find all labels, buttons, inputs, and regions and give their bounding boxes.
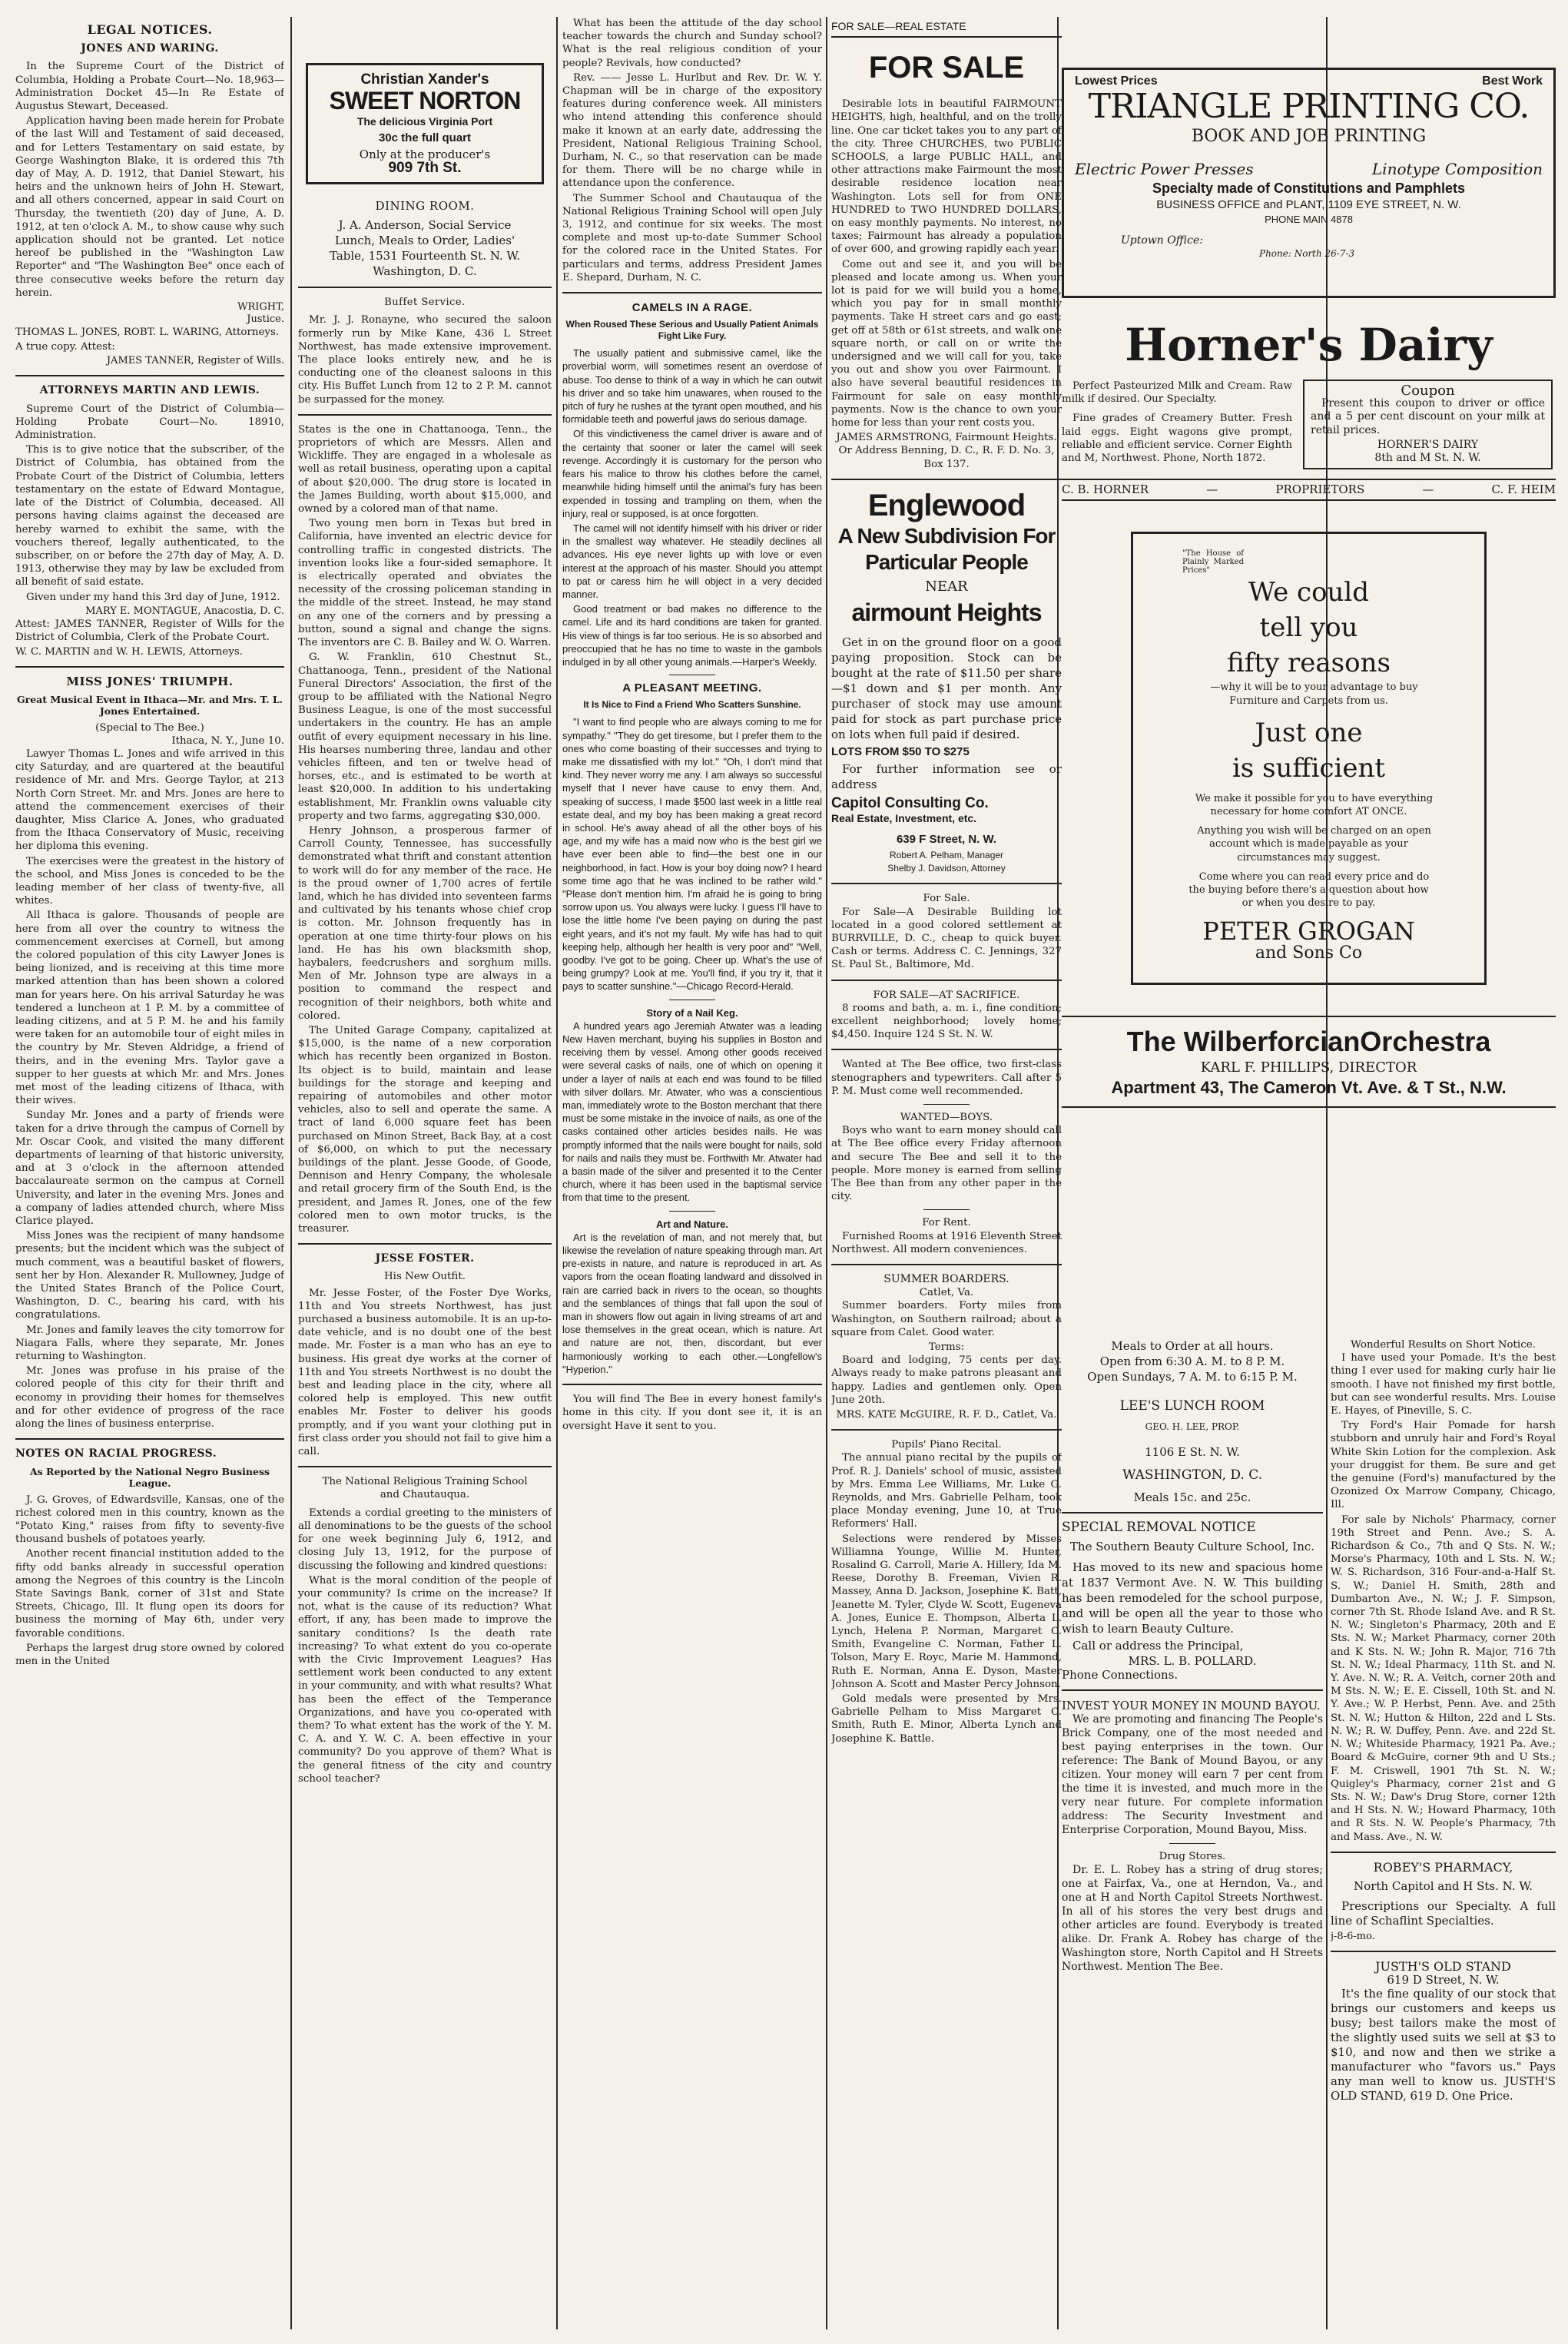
divider [1331, 1951, 1556, 1952]
divider [298, 414, 552, 416]
divider [831, 36, 1062, 38]
xander-address: 909 7th St. [388, 159, 462, 176]
divider [15, 1438, 284, 1440]
nail-title: Story of a Nail Keg. [646, 1006, 738, 1019]
coupon-name: HORNER'S DAIRY [1377, 438, 1479, 451]
triumph-paragraph: Lawyer Thomas L. Jones and wife arrived in this city Saturday, and are quartered at the beautiful residence of Mr. and Mrs. George Taylor, at 213 North Corn Street. Mr. and Mrs. Jones are here to attend the commencement exercises of their daughter, Miss Clarice A. Jones, who graduated from the Ithaca Conservatory of Music, receiving her diploma this evening. [15, 748, 284, 853]
orchestra-address: Apartment 43, The Cameron Vt. Ave. & T St., N.W. [1111, 1078, 1507, 1098]
case2-intro: Supreme Court of the District of Columbia—Holding Probate Court—No. 18910, Administration. [15, 403, 284, 442]
lunch-price: Meals 15c. and 25c. [1133, 1490, 1251, 1504]
wanted-stenographers: Wanted at The Bee office, two first-class stenographers and typewriters. Call after 5 P. M. Must come well recommended. [831, 1059, 1062, 1097]
states-paragraph: G. W. Franklin, 610 Chestnut St., Chattanooga, Tenn., president of the National Funeral Directors' Association, the first of the group to be affiliated with the National Negro Business League, is one of the most successful undertakers in the country. He has an ample outfit of every equipment necessary in his line. His hearses numbering three, landau and other vehicles fifteen, and ten or twelve head of horses, etc., and is estimated to be worth at least $20,000. In addition to his undertaking establishment, Mr. Franklin owns valuable city property and two farms, aggregating $30,000. [298, 651, 552, 822]
grogan-body: Come where you can read every price and do the buying before there's a question about how or when you desire to pay. [1188, 870, 1430, 910]
englewood-lots: LOTS FROM $50 TO $275 [831, 745, 970, 759]
racial-paragraph: Perhaps the largest drug store owned by colored men in the United [15, 1642, 284, 1667]
legal-notices-heading: LEGAL NOTICES. [87, 22, 213, 37]
triumph-special: (Special to The Bee.) [95, 721, 204, 734]
divider [831, 980, 1062, 981]
divider [831, 883, 1062, 884]
triangle-book: BOOK AND JOB PRINTING [1191, 127, 1427, 147]
results-body: For sale by Nichols' Pharmacy, corner 19th Street and Penn. Ave.; S. A. Richardson & Co., 7th and Q Sts. N. W.; Morse's Pharmacy, 10th and L Sts. N. W.; W. S. Richardson, 316 Four-and-a-Half St. S. W.; Daniel H. Smith, 28th and Dumbarton Ave., N. W.; J. F. Simpson, corner 7th St. Rhode Island Ave. and R St. N. W.; Singleton's Pharmacy, 20th and E Sts. N. W.; Market Pharmacy, corner 20th and K Sts. N. W.; John R. Major, 716 7th St. N. W.; Ideal Pharmacy, 11th St. and N. Y. Ave. N. W.; R. A. Veitch, corner 20th and M Sts. N. W.; E. E. Cissell, 10th St. and N. Y. Ave.; W. P. Herbst, Penn. Ave. and 25th St. N. W.; Hutton & Hilton, 22d and L Sts. N. W.; R. W. Duffey, Penn. Ave. and 22d St. N. W.; Whiteside Pharmacy, 1921 Pa. Ave.; Board & McGuire, corner 9th and U Sts.; F. M. Criswell, 1901 7th St. N. W.; Quigley's Pharmacy, corner 21st and G Sts. N. W.; Daw's Drug Store, corner 12th and H Sts. N. W.; Howard Pharmacy, 10th and R Sts. N. W. People's Pharmacy, 7th and Mass. Ave., N. W. [1331, 1513, 1556, 1843]
racial-paragraph: J. G. Groves, of Edwardsville, Kansas, one of the richest colored men in this country, known as the "Potato King," raises from fifty to seventy-five thousand bushels of potatoes yearly. [15, 1494, 284, 1546]
case2-attest: Attest: JAMES TANNER, Register of Wills for the District of Columbia, Clerk of the Probate Court. [15, 618, 284, 643]
lunch-hours: Open from 6:30 A. M. to 8 P. M. [1099, 1354, 1285, 1368]
dining-title: DINING ROOM. [375, 199, 475, 214]
horner-coupon[interactable] [1303, 380, 1553, 469]
column-3 [562, 17, 822, 2329]
buffet-title: Buffet Service. [384, 297, 466, 309]
divider [562, 1384, 822, 1385]
nail-body: A hundred years ago Jeremiah Atwater was a leading New Haven merchant, buying his supplies in Boston and receiving them by vessel. Among other goods received were several casks of nails, one of which on opening it under a layer of nails at each end was found to be filled with silver dollars. Mr. Atwater, who was a conscientious man, immediately wrote to the Boston merchant that there must be some mistake in the invoice of nails, as one of the casks contained other articles besides nails. He was promptly informed that the nails were bought for nails, sold for nails and nails they must be. Forthwith Mr. Atwater had a basin made of the silver and presented it to the Center church, where it has been used in the baptismal service from that time to the present. [562, 1019, 822, 1204]
case2-title: ATTORNEYS MARTIN AND LEWIS. [39, 384, 260, 397]
wanted-boys-body: Boys who want to earn money should call at The Bee office every Friday afternoon and secure The Bee and sell it to the people. More money is earned from selling The Bee than from any other paper in the city. [831, 1125, 1062, 1203]
coupon-body: Present this coupon to driver or office and a 5 per cent discount on your milk at retail prices. [1311, 397, 1545, 436]
bee-note: You will find The Bee in every honest family's home in this city. If you dont see it, it is an oversight Have it sent to you. [562, 1394, 822, 1432]
xander-title: Christian Xander's [360, 71, 489, 88]
divider [669, 1211, 715, 1212]
coupon-title: Coupon [1401, 383, 1455, 399]
camels-paragraph: Good treatment or bad makes no difference to the camel. Life and its hard conditions are taken for granted. His view of things is far too serious. He is so absorbed and preoccupied that he has no time to waste in the gambols indulged in by all other young animals.—Harper's Weekly. [562, 603, 822, 668]
recital-body: The annual piano recital by the pupils of Prof. R. J. Daniels' school of music, assisted by Mrs. Emma Lee Williams, Mr. Luke G. Reynolds, and Mrs. Gabrielle Pelham, took place Monday evening, June 10, at True Reformers' Hall. [831, 1452, 1062, 1530]
boarders-place: Catlet, Va. [919, 1287, 974, 1299]
divider [15, 666, 284, 668]
removal-body: Has moved to its new and spacious home at 1837 Vermont Ave. N. W. This building has been remodeled for the school purpose, and will be open all the year to those who wish to learn Beauty Culture. [1062, 1560, 1323, 1636]
divider [1062, 1016, 1556, 1017]
column-rule [290, 17, 292, 2329]
xander-product: SWEET NORTON [329, 87, 521, 115]
case2-given: Given under my hand this 3rd day of June, 1912. [26, 591, 280, 603]
orchestra-director: KARL F. PHILLIPS, DIRECTOR [1200, 1059, 1417, 1076]
divider [831, 479, 1062, 480]
grogan-ad [1131, 532, 1487, 985]
states-paragraph: Henry Johnson, a prosperous farmer of Carroll County, Tennessee, has successfully demonstrated what thrift and constant attention to work will do for any member of the race. He is the proud owner of 1,700 acres of fertile land, which he has divided into seventeen farms and cultivated by his tenants whose chief crop is cotton. Mr. Johnson frequently has in operation at one time thirty-four plows on his land. He has his own blacksmith shop, haybalers, feedcrushers and sorghum mills. Men of Mr. Johnson type are always in a position to command the respect and recognition of their neighbors, both white and colored. [298, 824, 552, 1022]
justh-body: It's the fine quality of our stock that brings our customers and keeps us busy; best tailors make the most of the slightly used suits we sell at $3 to $10, and now and then we strike a manufacturer who "favors us." Pays any man well to know us. JUSTH'S OLD STAND, 619 D. One Price. [1331, 1986, 1556, 2103]
states-paragraph: States is the one in Chattanooga, Tenn., the proprietors of which are Messrs. Allen and Wickliffe. They are engaged in a wholesale as well as retail business, operating upon a capital of about $20,000. The drug store is located in the James Building, worth about $15,000, and owned by a colored man of that name. [298, 423, 552, 516]
horner-dash: — [1206, 482, 1218, 497]
triumph-subtitle: Great Musical Event in Ithaca—Mr. and Mrs. T. L. Jones Entertained. [16, 693, 283, 717]
triumph-paragraph: Mr. Jones was profuse in his praise of the colored people of this city for their thrift and economy in providing their homes for themselves and for other evidence of progress of the race along the lines of business enterprise. [15, 1365, 284, 1431]
recital-body: Gold medals were presented by Mrs. Gabrielle Pelham to Miss Margaret C. Smith, Ruth E. Minor, Alberta Lynch and Josephine K. Battle. [831, 1693, 1062, 1745]
for-sale-body: Come out and see it, and you will be pleased and locate among us. When your lot is paid for we will build you a home, which you pay for in small monthly payments. Take H street cars and go east; get off at 58th or 61st streets, and walk one square north, or call on or write the undersigned and we will call for you, take you out and show you over Fairmount. I also have several beautiful residences in Fairmount for sale on easy monthly payments. Now is the chance to own your home for less than your rent costs you. [831, 258, 1062, 429]
robey-address: North Capitol and H Sts. N. W. [1354, 1878, 1533, 1893]
divider [1169, 1843, 1215, 1844]
divider [1062, 1689, 1323, 1691]
grogan-line: is sufficient [1232, 752, 1386, 784]
dining-details: J. A. Anderson, Social Service Lunch, Meals to Order, Ladies' Table, 1531 Fourteenth St. N. W. Washington, D. C. [330, 218, 520, 279]
camels-title: CAMELS IN A RAGE. [632, 301, 753, 315]
justh-title: JUSTH'S OLD STAND [1375, 1959, 1511, 1974]
grogan-sons: and Sons Co [1255, 943, 1363, 963]
divider [1062, 1106, 1556, 1108]
divider [831, 1049, 1062, 1050]
case1-intro: In the Supreme Court of the District of Columbia, Holding a Probate Court—No. 18,963—Administration Docket 45—In Re Estate of Augustus Stewart, Deceased. [15, 61, 284, 113]
triumph-paragraph: Miss Jones was the recipient of many handsome presents; but the incident which was the subject of much comment, was a beautiful basket of flowers, sent her by Hon. Alexander R. Mullowney, Judge of the United States Branch of the Police Court, Washington, D. C., bearing his card, with his congratulations. [15, 1230, 284, 1321]
triangle-printing-ad [1062, 68, 1556, 298]
triangle-linotype: Linotype Composition [1371, 160, 1543, 179]
englewood-place: airmount Heights [851, 598, 1042, 627]
divider [923, 1104, 970, 1105]
divider [1062, 1512, 1323, 1513]
religious-body: Extends a cordial greeting to the ministers of all denominations to be the guests of the school for one week beginning July 6, 1912, and closing July 13, 1912, for the purpose of discussing the following and kindred questions: [298, 1507, 552, 1572]
meeting-body: "I want to find people who are always coming to me for sympathy." "They do get tiresome, but I prefer them to the ones who come boasting of their successes and trying to make me dissatisfied with my lot." "Oh, I don't mind that kind. They never worry me any. I am always so successful myself that I never have cause to envy them. And, speaking of success, I made $500 last week in a little real estate deal, and my boy has been making a great record in school. He's away ahead of all the other boys of his age, and my wife has a maid now who is the best girl we have ever been able to find—the best one in our neighborhood, in fact. How is your boy doing now? I heard some time ago that he was inclined to be rather wild." "Please don't mention him. I'm afraid he is going to bring sorrow upon us. You always were lucky. I guess I'll have to lose the little home I've been paying on during the past eight years, and it's not my fault. My wife has had to quit keeping help, although her health is very poor and" "Well, goodby. I've got to be going. Cheer up. What's the use of being grumpy? Look at me. You'll find, if you try it, that it pays to scatter sunshine."—Chicago Record-Herald. [562, 716, 822, 993]
lunch-address: 1106 E St. N. W. [1145, 1445, 1240, 1460]
drug-body: Dr. E. L. Robey has a string of drug stores; one at Fairfax, Va., one at Herndon, Va., and one at H and North Capitol Streets Northwest. In all of his stores the very best drugs and other articles are found. Everybody is treated alike. Dr. Frank A. Robey has charge of the Washington store, North Capitol and H Streets Northwest. Mention The Bee. [1062, 1864, 1323, 1974]
case2-body: This is to give notice that the subscriber, of the District of Columbia, has obtained from the Probate Court of the District of Columbia, letters testamentary on the estate of Edward Montague, late of the District of Columbia, deceased. All persons having claims against the deceased are hereby warned to exhibit the same, with the vouchers thereof, legally authenticated, to the subscriber, on or before the 27th day of May, A. D. 1913, otherwise they may by law be excluded from all benefit of said estate. [15, 444, 284, 588]
racial-progress-subtitle: As Reported by the National Negro Business League. [29, 1465, 270, 1489]
triangle-phone2: Phone: North 26-7-3 [1259, 247, 1355, 259]
meeting-title: A PLEASANT MEETING. [622, 681, 762, 695]
englewood-title: Englewood [867, 488, 1026, 522]
grogan-line: Just one [1255, 717, 1363, 748]
triumph-paragraph: The exercises were the greatest in the history of the school, and Miss Jones is conceded to be the leading member of her class of twenty-five, all whites. [15, 855, 284, 907]
horner-proprietors-label: PROPRIETORS [1275, 482, 1365, 497]
orchestra-title: The WilberforcianOrchestra [1126, 1026, 1491, 1058]
grogan-why: —why it will be to your advantage to buy Furniture and Carpets from us. [1210, 681, 1418, 707]
horner-proprietor: C. F. HEIM [1491, 482, 1556, 497]
states-paragraph: The United Garage Company, capitalized at $15,000, is the name of a new corporation which has recently been organized in Boston. Its object is to build, maintain and lease buildings for the storage and keeping and repairing of automobiles and other motor vehicles, also to sell and operate the same. A tract of land 6,000 square feet has been purchased on Minon Street, Back Bay, at a cost of $6,000, on which to put the necessary buildings of the plant. Jesse Goode, of Goode, Dennison and Henry Company, the wholesale and retail grocery firm of the South End, is the president, and James R. Jones, one of the few colored men to own motor trucks, is the treasurer. [298, 1024, 552, 1235]
divider [831, 1429, 1062, 1431]
englewood-company-sub: Real Estate, Investment, etc. [831, 811, 977, 824]
for-sale-header: FOR SALE—REAL ESTATE [831, 20, 966, 32]
englewood-company: Capitol Consulting Co. [831, 795, 989, 812]
horner-proprietors [1062, 479, 1556, 501]
horner-body: Fine grades of Creamery Butter. Fresh laid eggs. Eight wagons give prompt, reliable and efficient service. Corner Eighth and M, Northwest. Phone, North 1872. [1062, 413, 1292, 465]
lunch-city: WASHINGTON, D. C. [1122, 1467, 1263, 1483]
column-rule [556, 17, 558, 2329]
case1-title: JONES AND WARING. [81, 42, 219, 55]
foster-body: Mr. Jesse Foster, of the Foster Dye Works, 11th and You streets Northwest, has just purchased a business automobile. It is an up-to-date vehicle, and is no doubt one of the best made. Mr. Foster is a man who has an eye to business. His great dye works at the corner of 11th and You streets Northwest is no doubt the best and leading place in the city, where all colored help is employed. This new outfit enables Mr. Foster to deliver his goods promptly, and if you want your clothing put in first class order you should not fail to give him a call. [298, 1287, 552, 1458]
removal-phone: Phone Connections. [1062, 1667, 1178, 1682]
triangle-uptown: Uptown Office: [1121, 234, 1203, 247]
for-sale-title: FOR SALE [868, 51, 1025, 85]
column-6 [1331, 1338, 1556, 2329]
removal-name: MRS. L. B. POLLARD. [1128, 1654, 1257, 1669]
grogan-name: PETER GROGAN [1202, 917, 1415, 947]
for-sale-signature: JAMES ARMSTRONG, Fairmount Heights. Or Address Benning, D. C., R. F. D. No. 3, Box 137. [836, 432, 1057, 470]
englewood-body: Get in on the ground floor on a good paying proposition. Stock can be bought at the rate of $11.50 per share—$1 down and $1 per month. Any purchaser of stock may use amount paid for stock as part purchase price on lots when full paid if desired. [831, 635, 1062, 742]
states-paragraph: Two young men born in Texas but bred in California, have invented an electric device for controlling traffic in congested districts. The invention looks like a four-sided semaphore. It is electrically operated and obviates the necessity of the crossing policeman standing in the middle of the street. Instead, he may stand on any one of the corners and by pressing a button, sound a signal and change the signs. The inventors are C. B. Bailey and W. O. Warren. [298, 518, 552, 649]
horner-title: Horner's Dairy [1125, 319, 1493, 371]
invest-body: We are promoting and financing The People's Brick Company, one of the most needed and best paying enterprises in the town. Our reference: The Bank of Mound Bayou, or any citizen. Your money will earn 7 per cent from the time it is invested, and much more in the very near future. For complete information address: The Security Investment and Enterprise Corporation, Mound Bayou, Miss. [1062, 1712, 1323, 1836]
lunch-name: LEE'S LUNCH ROOM [1119, 1398, 1265, 1414]
boarders-title: SUMMER BOARDERS. [883, 1272, 1009, 1285]
religious-questions: What is the moral condition of the people of your community? Is crime on the increase? If not, what is the cause of its reduction? What effort, if any, has been made to improve the sanitary conditions? Is the death rate increasing? To what extent do you co-operate with the Civic Improvement Leagues? Has settlement work been conducted to any extent in your community, and with what results? What has been the effect of the Temperance Organizations, and have you co-operated with them? To what extent has the work of the Y. M. C. A. and Y. W. C. A. been effective in your community? Do you approve of them? What is the general fitness of the city and country school teacher? [298, 1574, 552, 1785]
xander-price: 30c the full quart [378, 131, 472, 145]
boarders-terms: Terms: [928, 1341, 965, 1353]
racial-progress-title: NOTES ON RACIAL PROGRESS. [15, 1447, 217, 1460]
religious-title: The National Religious Training School and Chautauqua. [322, 1476, 528, 1501]
case1-sig: WRIGHT, [237, 301, 284, 313]
grogan-body: Anything you wish will be charged on an open account which is made payable as your circumstances may suggest. [1197, 825, 1431, 864]
triangle-specialty: Specialty made of Constitutions and Pamphlets [1152, 181, 1466, 197]
lunch-sunday: Open Sundays, 7 A. M. to 6:15 P. M. [1087, 1370, 1298, 1384]
englewood-near: NEAR [925, 578, 968, 595]
case1-attorneys: THOMAS L. JONES, ROBT. L. WARING, Attorneys. [15, 327, 280, 339]
justh-address: 619 D Street, N. W. [1387, 1972, 1500, 1987]
robey-body: Prescriptions our Specialty. A full line of Schaflint Specialties. [1331, 1899, 1556, 1928]
column-rule [826, 17, 827, 2329]
camels-paragraph: The camel will not identify himself with his driver or rider in the smallest way whatever. He steadily declines all advances. His eye never lights up with love or even interest at the approach of his master. Should you attempt to pat or caress him he will object in a very decided manner. [562, 522, 822, 600]
art-title: Art and Nature. [656, 1218, 728, 1230]
divider [298, 287, 552, 288]
wanted-boys-title: WANTED—BOYS. [900, 1111, 993, 1123]
case1-sig-title: Justice. [247, 313, 284, 326]
case1-register: JAMES TANNER, Register of Wills. [106, 355, 284, 367]
recital-body: Selections were rendered by Misses Williamna Younge, Willie M. Hunter, Rosalind G. Carroll, Marie A. Hillery, Ida M. Reese, Dorothy B. Freeman, Vivien R. Massey, Anna D. Jackson, Josephine K. Batt, Jeanette M. Tyler, Clyde W. Scott, Eugeneva A. Jones, Eunice E. Thompson, Alberta L. Lynch, Helena P. Norman, Margaret C. Smith, Evangeline C. Norman, Father L. Tolson, Mary E. Royc, Marie M. Hammond, Ruth E. Norman, Anna E. Dyson, Master Johnson A. Scott and Master Percy Johnson. [831, 1533, 1062, 1690]
racial-paragraph: Another recent financial institution added to the fifty odd banks already in successful operation among the Negroes of this country is the Lincoln State Savings Bank, corner of 31st and State Streets, Chicago, Ill. It flung open its doors for business the morning of May 6th, under very favorable conditions. [15, 1548, 284, 1639]
rent-body: Furnished Rooms at 1916 Eleventh Street Northwest. All modern conveniences. [831, 1230, 1062, 1255]
triumph-dateline: Ithaca, N. Y., June 10. [171, 734, 284, 747]
grogan-line: tell you [1259, 612, 1358, 644]
boarders-terms-body: Board and lodging, 75 cents per day. Always ready to make patrons pleasant and happy. Ladies and gentlemen only. Open June 20th. [831, 1354, 1062, 1406]
horner-dash: — [1422, 482, 1434, 497]
englewood-line2: Particular People [865, 549, 1028, 574]
recital-title: Pupils' Piano Recital. [891, 1439, 1002, 1451]
case2-attorneys: W. C. MARTIN and W. H. LEWIS, Attorneys. [15, 646, 244, 658]
drug-title: Drug Stores. [1159, 1850, 1226, 1862]
case1-copy: A true copy. Attest: [15, 341, 115, 353]
column-2 [298, 17, 552, 2329]
camels-paragraph: The usually patient and submissive camel, like the proverbial worm, will sometimes resent an overdose of abuse. Too dense to think of a way in which he can outwit his driver and so take him unawares, when roused to the pitch of fury he rushes at the tyrant open mouthed, and his formidable teeth and powerful jaws do serious damage. [562, 347, 822, 426]
grogan-line: We could [1248, 577, 1370, 608]
case2-sig: MARY E. MONTAGUE, Anacostia, D. C. [85, 605, 284, 617]
divider [1331, 1852, 1556, 1853]
foster-subtitle: His New Outfit. [383, 1271, 466, 1283]
lunch-meals: Meals to Order at all hours. [1111, 1339, 1274, 1353]
triangle-name: TRIANGLE PRINTING CO. [1088, 87, 1530, 127]
grogan-body: We make it possible for you to have everything necessary for home comfort AT ONCE. [1195, 792, 1434, 818]
column-1 [15, 17, 284, 2329]
results-body: Try Ford's Hair Pomade for harsh stubborn and unruly hair and Ford's Royal White Skin Lotion for the complexion. Ask your druggist for them. Be sure and get the genuine (Ford's) manufactured by the Ozonized Ox Marrow Company, Chicago, Ill. [1331, 1420, 1556, 1511]
religious-continued: What has been the attitude of the day school teacher towards the church and Sunday school? What is the real religious condition of your people? Revivals, how conducted? [562, 18, 822, 69]
sale2-title: FOR SALE—AT SACRIFICE. [873, 989, 1020, 1001]
divider [831, 1264, 1062, 1265]
art-body: Art is the revelation of man, and not merely that, but likewise the revelation of nature speaking through man. Art pre-exists in nature, and nature is reproduced in art. As vapors from the ocean floating landward and dissolved in rain are carried back in rivers to the ocean, so thoughts and the semblances of things that fall upon the soul of man in showers flow out again in living streams of art and lose themselves in the great ocean, which is nature. Art and nature are not, then, discordant, but ever harmoniously working to each other.—Longfellow's "Hyperion." [562, 1231, 822, 1375]
coupon-address: 8th and M St. N. W. [1374, 452, 1481, 465]
englewood-manager: Robert A. Pelham, Manager [889, 849, 1004, 860]
camels-paragraph: Of this vindictiveness the camel driver is aware and of the certainty that sooner or later the camel will seek revenge. Accordingly it is customary for the person who fears his malice to throw his clothes before the camel, meanwhile hiding himself until the animal's fury has been expended in tossing and trampling on them, when the injury, real or supposed, is at once forgotten. [562, 428, 822, 519]
sale2-body: 8 rooms and bath, a. m. i., fine condition; excellent neighborhood; lovely home; $4,450. Inquire 124 S St. N. W. [831, 1002, 1062, 1041]
englewood-address: 639 F Street, N. W. [896, 832, 997, 846]
robey-title: ROBEY'S PHARMACY, [1373, 1859, 1513, 1875]
religious-rev: Rev. —— Jesse L. Hurlbut and Rev. Dr. W. Y. Chapman will be in charge of the expository features during conference week. All ministers who intend attending this conference should make it known at an early date, addressing the President, National Religious Training School, Durham, N. C., so that reservation can be made for them. There will be no charge while in attendance upon the conference. [562, 71, 822, 190]
horner-body: Perfect Pasteurized Milk and Cream. Raw milk if desired. Our Specialty. [1062, 380, 1292, 406]
xander-ad [306, 63, 544, 184]
xander-description: The delicious Virginia Port [356, 115, 493, 128]
triumph-paragraph: Sunday Mr. Jones and a party of friends were taken for a drive through the campus of Cornell by Mr. Oscar Cook, and visited the many different departments of learning of that historic university, and at 3 o'clock in the afternoon attended baccalaureate sermon on the campus at Cornell University, and later in the evening Mrs. Jones and a company of ladies attended church, where Miss Clarice played. [15, 1109, 284, 1228]
xander-only: Only at the producer's [359, 147, 491, 161]
grogan-tag: "The House of Plainly Marked Prices" [1182, 549, 1244, 575]
for-sale-body: Desirable lots in beautiful FAIRMOUNT HEIGHTS, high, healthful, and on the trolly line. One car ticket takes you to any part of the city. Three CHURCHES, two PUBLIC SCHOOLS, a large PUBLIC HALL, and other attractions make Fairmount the most desirable residence location near Washington. Lots sell for from ONE HUNDRED to TWO HUNDRED DOLLARS, on easy monthly payments. No interest, no taxes; Fairmount has already a population of over 600, and growing rapidly each year. [831, 98, 1062, 256]
removal-school: The Southern Beauty Culture School, Inc. [1069, 1540, 1315, 1554]
horner-proprietor: C. B. HORNER [1062, 482, 1149, 497]
meeting-subtitle: It Is Nice to Find a Friend Who Scatters Sunshine. [583, 699, 801, 711]
triumph-title: MISS JONES' TRIUMPH. [66, 675, 234, 689]
boarders-body: Summer boarders. Forty miles from Washington, on Southern railroad; about a square from Calet. Good water. [831, 1300, 1062, 1338]
rent-title: For Rent. [922, 1217, 971, 1229]
results-body: I have used your Pomade. It's the best thing I ever used for making curly hair lie smooth. I have not finished my first bottle, but can see wonderful results. Mrs. Louise E. Hayes, of Pineville, S. C. [1331, 1352, 1556, 1417]
buffet-body: Mr. J. J. Ronayne, who secured the saloon formerly run by Mike Kane, 436 L Street Northwest, has made extensive improvement. The place looks entirely new, and he is conducting one of the cleanest saloons in this city. His Buffet Lunch from 12 to 2 P. M. cannot be surpassed for the money. [298, 314, 552, 406]
sale1-body: For Sale—A Desirable Building lot located in a good colored settlement at BURRVILLE, D. C., cheap to quick buyer. Cash or terms. Address C. C. Jennings, 327 St. Paul St., Baltimore, Md. [831, 906, 1062, 971]
sale1-title: For Sale. [923, 893, 970, 905]
case1-body: Application having been made herein for Probate of the last Will and Testament of said deceased, and for Letters Testamentary on said estate, by George Washington Blake, it is ordered this 7th day of May, A. D. 1912, that Daniel Stewart, his heirs and the unknown heirs of John H. Stewart, and all others concerned, appear in said Court on Thursday, the twentieth (20) day of June, A. D. 1912, at ten o'clock A. M., to show cause why such application should not be granted. Let notice hereof be published in the "Washington Law Reporter" and "The Washington Bee" once each of three consecutive weeks before the return day herein. [15, 115, 284, 299]
results-title: Wonderful Results on Short Notice. [1351, 1339, 1536, 1351]
religious-summer: The Summer School and Chautauqua of the National Religious Training School will open July 3, 1912, and continue for six weeks. The most complete and most up-to-date Summer School for the colored race in the United States. For particulars and terms, address President James E. Shepard, Durham, N. C. [562, 192, 822, 283]
divider [562, 292, 822, 293]
englewood-further: For further information see or address [831, 762, 1062, 792]
englewood-attorney: Shelby J. Davidson, Attorney [887, 863, 1006, 874]
newspaper-page [15, 17, 1556, 2329]
triangle-electric: Electric Power Presses [1075, 160, 1254, 179]
grogan-line: fifty reasons [1227, 648, 1391, 679]
robey-code: j-8-6-mo. [1331, 1931, 1375, 1943]
removal-call: Call or address the Principal, [1072, 1639, 1244, 1653]
boarders-signature: MRS. KATE McGUIRE, R. F. D., Catlet, Va. [836, 1409, 1057, 1421]
triumph-paragraph: All Ithaca is galore. Thousands of people are here from all over the country to witness the commencement exercises at Cornell, but among the colored population of this city Lawyer Jones is being lionized, and is receiving at this time more marked attention than has been shown a colored man for years here. On his arrival Saturday he was tendered a luncheon at 1 P. M. by a committee of leading citizens, and at 5 P. M. he and his family were taken for an automobile tour of eight miles in the country by Mr. Steven Aldridge, a friend of theirs, and in the evening Mrs. Taylor gave a supper to her guests at which Mr. and Mrs. Jones met most of the leading citizens of Ithaca, with their wives. [15, 910, 284, 1107]
divider [298, 1243, 552, 1245]
lunch-proprietor: GEO. H. LEE, PROP. [1145, 1421, 1240, 1433]
camels-subtitle: When Roused These Serious and Usually Patient Animals Fight Like Fury. [565, 319, 819, 342]
triangle-lowest: Lowest Prices [1075, 75, 1158, 88]
triumph-paragraph: Mr. Jones and family leaves the city tomorrow for Niagara Falls, where they separate, Mr. Jones returning to Washington. [15, 1324, 284, 1363]
column-5-lower [1062, 1338, 1323, 2329]
foster-title: JESSE FOSTER. [375, 1252, 475, 1265]
column-4 [831, 17, 1062, 2329]
triangle-office: BUSINESS OFFICE and PLANT, 1109 EYE STREET, N. W. [1156, 198, 1461, 212]
triangle-phone: PHONE MAIN 4878 [1265, 214, 1353, 226]
englewood-line1: A New Subdivision For [837, 523, 1056, 548]
triangle-best: Best Work [1482, 75, 1543, 88]
invest-title: INVEST YOUR MONEY IN MOUND BAYOU. [1062, 1698, 1321, 1712]
divider [298, 1466, 552, 1467]
divider [923, 1209, 970, 1210]
divider [15, 375, 284, 376]
removal-title: SPECIAL REMOVAL NOTICE [1062, 1520, 1256, 1536]
